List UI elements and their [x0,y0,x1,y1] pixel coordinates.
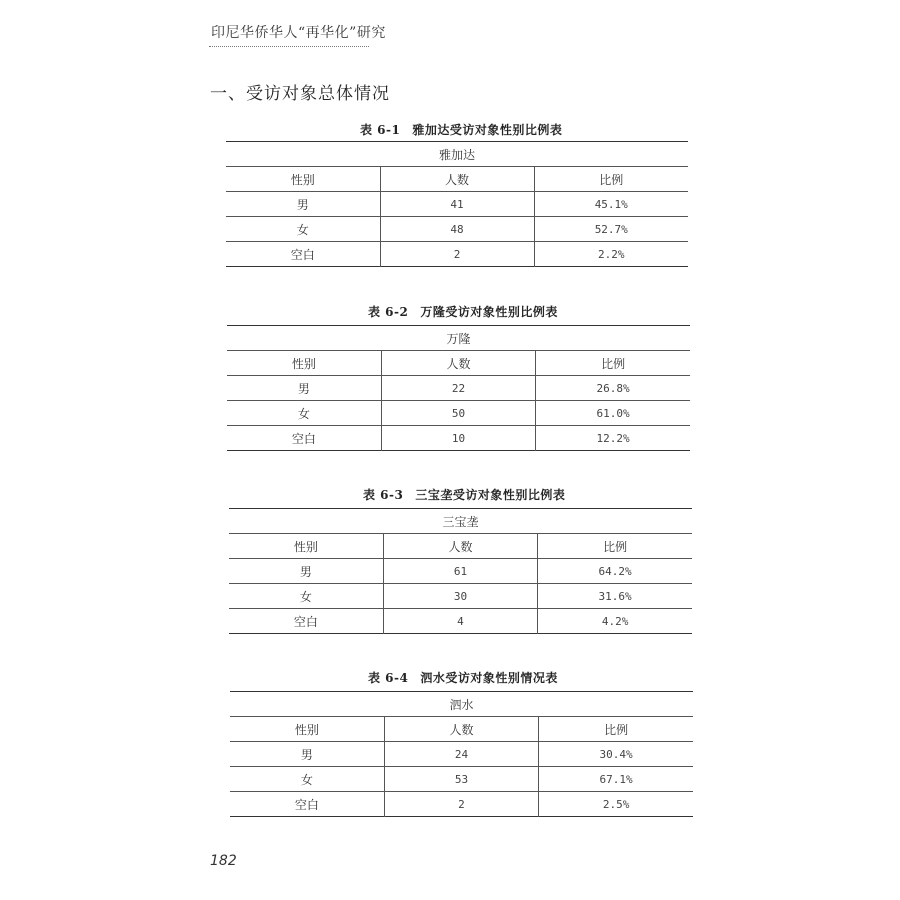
gender-cell: 男 [226,192,380,217]
ratio-cell: 64.2% [538,559,692,584]
gender-cell: 空白 [227,426,381,451]
table-row [230,792,693,817]
table-row [229,609,692,634]
table-6-3 [229,508,692,634]
column-header-ratio: 比例 [536,351,690,376]
gender-cell: 女 [226,217,380,242]
gender-cell: 男 [227,376,381,401]
table-row [227,426,690,451]
ratio-cell: 61.0% [536,401,690,426]
city-name: 雅加达 [438,147,475,162]
count-cell: 10 [381,426,535,451]
ratio-cell: 30.4% [539,742,693,767]
column-header-gender: 性别 [227,351,381,376]
gender-cell: 空白 [226,242,380,267]
count-cell: 53 [384,767,538,792]
table-city-row [230,692,693,717]
count-cell: 2 [380,242,534,267]
table-header-row [227,351,690,376]
running-header: 印尼华侨华人“再华化”研究 [211,25,386,41]
table-row [227,401,690,426]
gender-cell: 空白 [229,609,383,634]
ratio-cell: 4.2% [538,609,692,634]
table-title: 泗水受访对象性别情况表 [420,671,558,685]
count-cell: 50 [381,401,535,426]
column-header-ratio: 比例 [534,167,688,192]
table-header-row [226,167,688,192]
table-row [230,767,693,792]
table-row [226,242,688,267]
ratio-cell: 45.1% [534,192,688,217]
table-row [226,192,688,217]
count-cell: 2 [384,792,538,817]
ratio-cell: 67.1% [539,767,693,792]
gender-cell: 女 [227,401,381,426]
table-row [227,376,690,401]
gender-cell: 男 [230,742,384,767]
count-cell: 41 [380,192,534,217]
count-cell: 61 [383,559,537,584]
table-number: 表 6-2 [368,305,409,319]
column-header-count: 人数 [381,351,535,376]
table-header-row [229,534,692,559]
column-header-ratio: 比例 [538,534,692,559]
table-caption-6-4 [368,669,558,686]
table-number: 表 6-4 [368,671,409,685]
table-caption-6-1 [360,121,562,138]
column-header-gender: 性别 [230,717,384,742]
table-number: 表 6-3 [363,488,404,502]
column-header-ratio: 比例 [539,717,693,742]
table-row [229,559,692,584]
column-header-count: 人数 [383,534,537,559]
table-caption-6-3 [363,486,565,503]
city-name: 万隆 [446,331,471,346]
table-title: 万隆受访对象性别比例表 [420,305,558,319]
city-name: 泗水 [449,697,474,712]
table-title: 雅加达受访对象性别比例表 [412,123,563,137]
table-city-row [227,326,690,351]
column-header-count: 人数 [384,717,538,742]
table-caption-6-2 [368,303,558,320]
section-heading: 一、受访对象总体情况 [210,84,390,104]
city-name: 三宝垄 [442,514,479,529]
gender-cell: 男 [229,559,383,584]
ratio-cell: 2.5% [539,792,693,817]
table-city-row [226,142,688,167]
table-row [230,742,693,767]
ratio-cell: 52.7% [534,217,688,242]
table-row [229,584,692,609]
table-city-row [229,509,692,534]
table-6-1 [226,141,688,267]
count-cell: 4 [383,609,537,634]
column-header-gender: 性别 [226,167,380,192]
gender-cell: 女 [230,767,384,792]
header-rule [209,46,369,47]
page-number: 182 [210,853,237,869]
table-6-4 [230,691,693,817]
column-header-count: 人数 [380,167,534,192]
table-header-row [230,717,693,742]
column-header-gender: 性别 [229,534,383,559]
table-number: 表 6-1 [360,123,401,137]
count-cell: 22 [381,376,535,401]
ratio-cell: 31.6% [538,584,692,609]
count-cell: 30 [383,584,537,609]
ratio-cell: 2.2% [534,242,688,267]
ratio-cell: 26.8% [536,376,690,401]
table-6-2 [227,325,690,451]
count-cell: 24 [384,742,538,767]
table-title: 三宝垄受访对象性别比例表 [415,488,566,502]
table-row [226,217,688,242]
gender-cell: 女 [229,584,383,609]
gender-cell: 空白 [230,792,384,817]
ratio-cell: 12.2% [536,426,690,451]
count-cell: 48 [380,217,534,242]
